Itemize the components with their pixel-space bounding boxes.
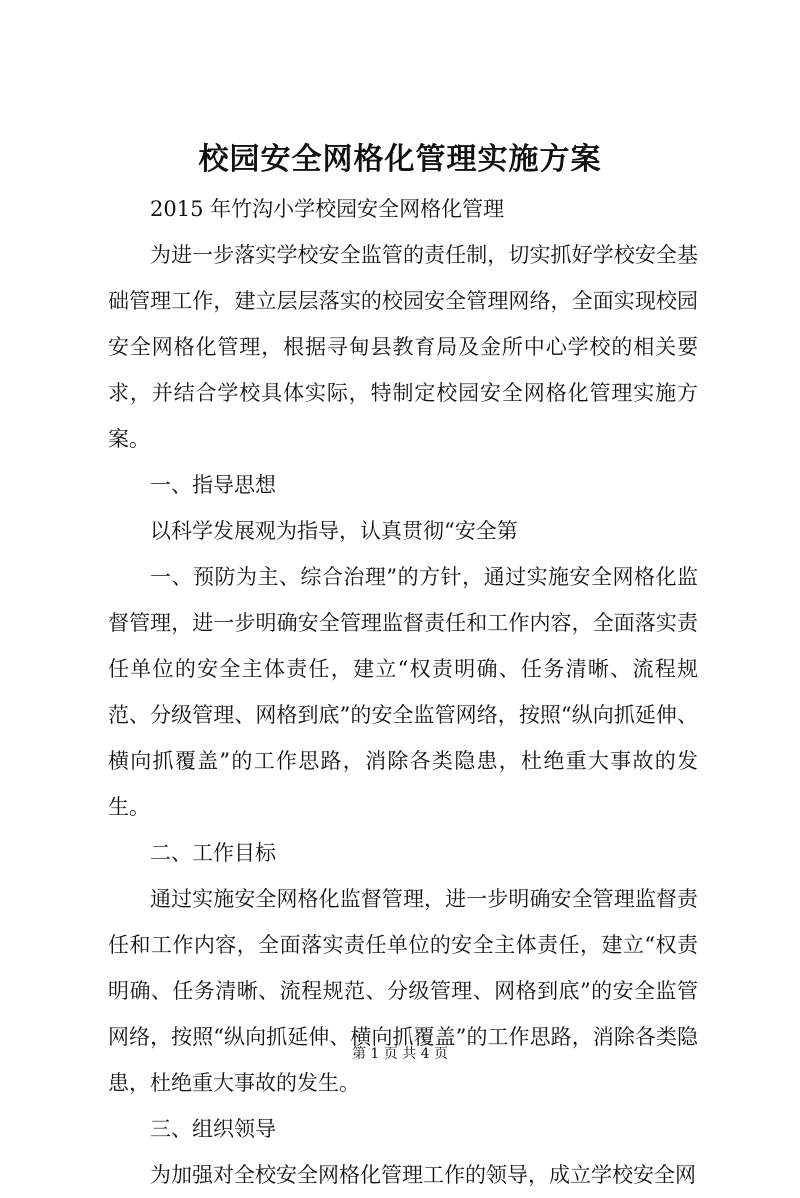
paragraph-guiding-1: 以科学发展观为指导，认真贯彻“安全第	[150, 519, 518, 543]
paragraph-work-goals: 通过实施安全网格化监督管理，进一步明确安全管理监督责任和工作内容，全面落实责任单位的安全主体责任，建立“权责明确、任务清晰、流程规范、分级管理、网格到底”的安全监管网络，按照“纵向抓延伸、横向抓覆盖”的工作思路，消除各类隐患，杜绝重大事故的发生。	[108, 887, 698, 1095]
paragraph-organization: 为加强对全校安全网格化管理工作的领导，成立学校安全网	[150, 1163, 696, 1187]
paragraph-subtitle: 2015 年竹沟小学校园安全网格化管理	[150, 197, 505, 221]
section-heading-work-goals: 二、工作目标	[150, 841, 276, 865]
paragraph-guiding-2: 一、预防为主、综合治理”的方针，通过实施安全网格化监督管理，进一步明确安全管理监督责任和工作内容，全面落实责任单位的安全主体责任，建立“权责明确、任务清晰、流程规范、分级管理、网格到底”的安全监管网络，按照“纵向抓延伸、横向抓覆盖”的工作思路，消除各类隐患，杜绝重大事故的发生。	[108, 565, 698, 819]
paragraph-intro: 为进一步落实学校安全监管的责任制，切实抓好学校安全基础管理工作，建立层层落实的校园安全管理网络，全面实现校园安全网格化管理，根据寻甸县教育局及金所中心学校的相关要求，并结合学校具体实际，特制定校园安全网格化管理实施方案。	[108, 243, 698, 451]
section-heading-guiding-ideology: 一、指导思想	[150, 473, 276, 497]
page-number-footer: 第 1 页 共 4 页	[351, 1046, 449, 1062]
page-title: 校园安全网格化管理实施方案	[198, 142, 602, 177]
section-heading-organization: 三、组织领导	[150, 1117, 276, 1141]
